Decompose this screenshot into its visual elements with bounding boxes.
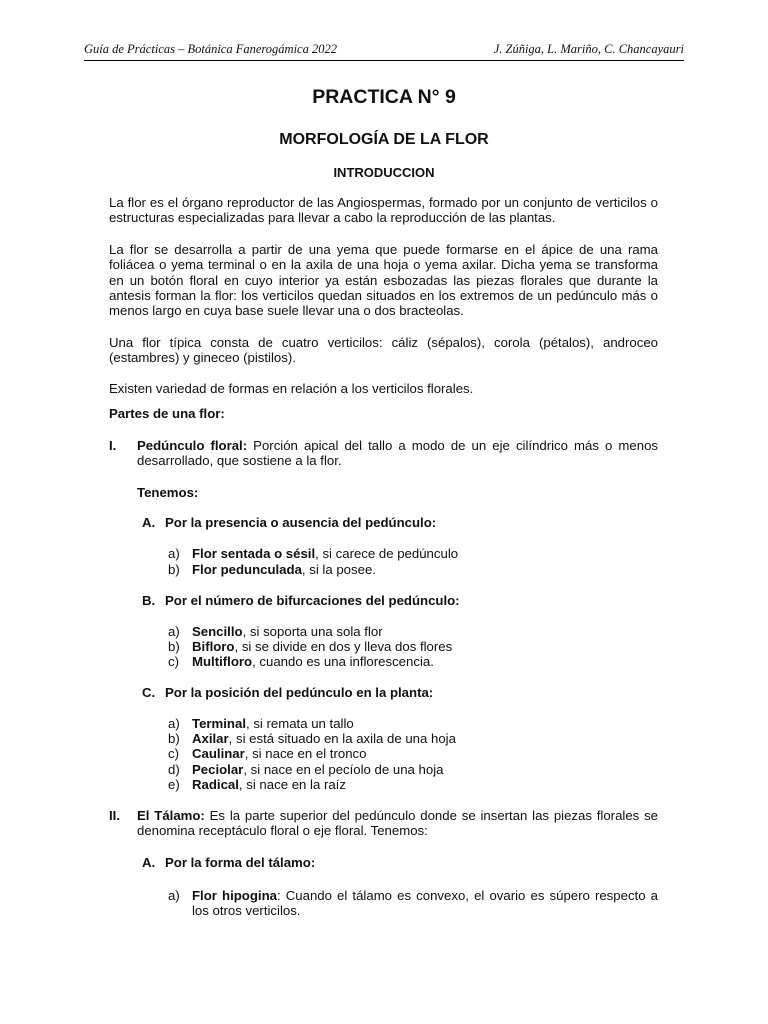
list-item-letter: d) bbox=[168, 762, 180, 777]
list-item-text: , si está situado en la axila de una hoja bbox=[228, 731, 456, 746]
list-item-letter: c) bbox=[168, 654, 179, 669]
list-item bbox=[192, 639, 452, 654]
list-item-term: Bifloro bbox=[192, 639, 235, 654]
section-1-body: Porción apical del tallo a modo de un eje cilíndrico más o menos desarrollado, que sostiene a la flor. bbox=[137, 438, 659, 469]
page-subtitle: MORFOLOGÍA DE LA FLOR bbox=[279, 131, 489, 148]
list-item-term: Radical bbox=[192, 777, 239, 792]
list-item-text: : Cuando el tálamo es convexo, el ovario es súpero respecto a los otros verticilos. bbox=[192, 888, 658, 919]
list-item-letter: b) bbox=[168, 731, 180, 746]
paragraph-1: La flor es el órgano reproductor de las Angiospermas, formado por un conjunto de verticilos o estructuras especializadas para llevar a cabo la reproducción de las plantas. bbox=[109, 195, 658, 226]
section-1-number: I. bbox=[109, 438, 117, 453]
list-item-term: Flor hipogina bbox=[192, 888, 277, 903]
header-left: Guía de Prácticas – Botánica Fanerogámica 2022 bbox=[84, 42, 337, 56]
section-2-body: Es la parte superior del pedúnculo donde se insertan las piezas florales se denomina receptáculo floral o eje floral. Tenemos: bbox=[137, 808, 658, 839]
section-2-text bbox=[137, 808, 658, 839]
paragraph-2: La flor se desarrolla a partir de una yema que puede formarse en el ápice de una rama foliácea o yema terminal o en la axila de una hoja o yema axilar. Dicha yema se transforma en un botón floral en cuyo interior ya están esbozadas las piezas florales que durante la antesis forman la flor: los verticilos quedan situados en los extremos de un pedúnculo más o menos largo en cuya base suele llevar una o dos bracteolas. bbox=[109, 242, 658, 319]
list-item bbox=[192, 777, 346, 792]
list-item-text: , si soporta una sola flor bbox=[242, 624, 383, 639]
list-item-letter: a) bbox=[168, 624, 180, 639]
subsection-1b-label: B. bbox=[142, 593, 156, 608]
list-item bbox=[192, 888, 658, 919]
subsection-1a-label: A. bbox=[142, 515, 156, 530]
list-item bbox=[192, 546, 458, 561]
paragraph-4: Existen variedad de formas en relación a los verticilos florales. bbox=[109, 381, 474, 396]
section-2-term: El Tálamo: bbox=[137, 808, 205, 823]
subsection-1c-label: C. bbox=[142, 685, 156, 700]
list-item-term: Terminal bbox=[192, 716, 246, 731]
list-item bbox=[192, 731, 456, 746]
list-item-text: , si remata un tallo bbox=[246, 716, 354, 731]
list-item-term: Axilar bbox=[192, 731, 229, 746]
subsection-1c-heading: Por la posición del pedúnculo en la planta: bbox=[165, 685, 434, 700]
list-item-text: , si carece de pedúnculo bbox=[315, 546, 459, 561]
list-item-text: , cuando es una inflorescencia. bbox=[252, 654, 434, 669]
subsection-1b-heading: Por el número de bifurcaciones del pedúnculo: bbox=[165, 593, 460, 608]
list-item bbox=[192, 716, 354, 731]
tenemos-label: Tenemos: bbox=[137, 485, 199, 500]
subsection-1a-heading: Por la presencia o ausencia del pedúnculo: bbox=[165, 515, 437, 530]
partes-heading: Partes de una flor: bbox=[109, 406, 225, 421]
intro-heading: INTRODUCCION bbox=[333, 165, 435, 180]
header-right: J. Zúñiga, L. Mariño, C. Chancayauri bbox=[493, 42, 684, 56]
list-item bbox=[192, 746, 366, 761]
list-item bbox=[192, 562, 376, 577]
page-header bbox=[84, 42, 684, 61]
section-2-number: II. bbox=[109, 808, 120, 823]
list-item-term: Flor sentada o sésil bbox=[192, 546, 316, 561]
subsection-2a-heading: Por la forma del tálamo: bbox=[165, 855, 316, 870]
list-item-letter: c) bbox=[168, 746, 179, 761]
list-item bbox=[192, 762, 444, 777]
list-item-letter: a) bbox=[168, 888, 180, 903]
list-item-letter: b) bbox=[168, 562, 180, 577]
subsection-2a-label: A. bbox=[142, 855, 156, 870]
list-item-letter: a) bbox=[168, 546, 180, 561]
page-title: PRACTICA N° 9 bbox=[312, 86, 456, 108]
section-1-term: Pedúnculo floral: bbox=[137, 438, 248, 453]
list-item-letter: b) bbox=[168, 639, 180, 654]
section-1-text bbox=[137, 438, 658, 469]
list-item-term: Flor pedunculada bbox=[192, 562, 302, 577]
list-item-letter: e) bbox=[168, 777, 180, 792]
list-item-term: Sencillo bbox=[192, 624, 243, 639]
list-item-term: Caulinar bbox=[192, 746, 245, 761]
paragraph-3: Una flor típica consta de cuatro verticilos: cáliz (sépalos), corola (pétalos), androceo (estambres) y gineceo (pistilos). bbox=[109, 335, 658, 366]
list-item-text: , si nace en la raíz bbox=[238, 777, 346, 792]
list-item-text: , si nace en el pecíolo de una hoja bbox=[243, 762, 444, 777]
list-item-term: Multifloro bbox=[192, 654, 253, 669]
list-item bbox=[192, 624, 383, 639]
list-item-term: Peciolar bbox=[192, 762, 244, 777]
list-item-text: , si se divide en dos y lleva dos flores bbox=[234, 639, 453, 654]
list-item-text: , si la posee. bbox=[301, 562, 376, 577]
list-item-letter: a) bbox=[168, 716, 180, 731]
list-item bbox=[192, 654, 434, 669]
list-item-text: , si nace en el tronco bbox=[244, 746, 367, 761]
